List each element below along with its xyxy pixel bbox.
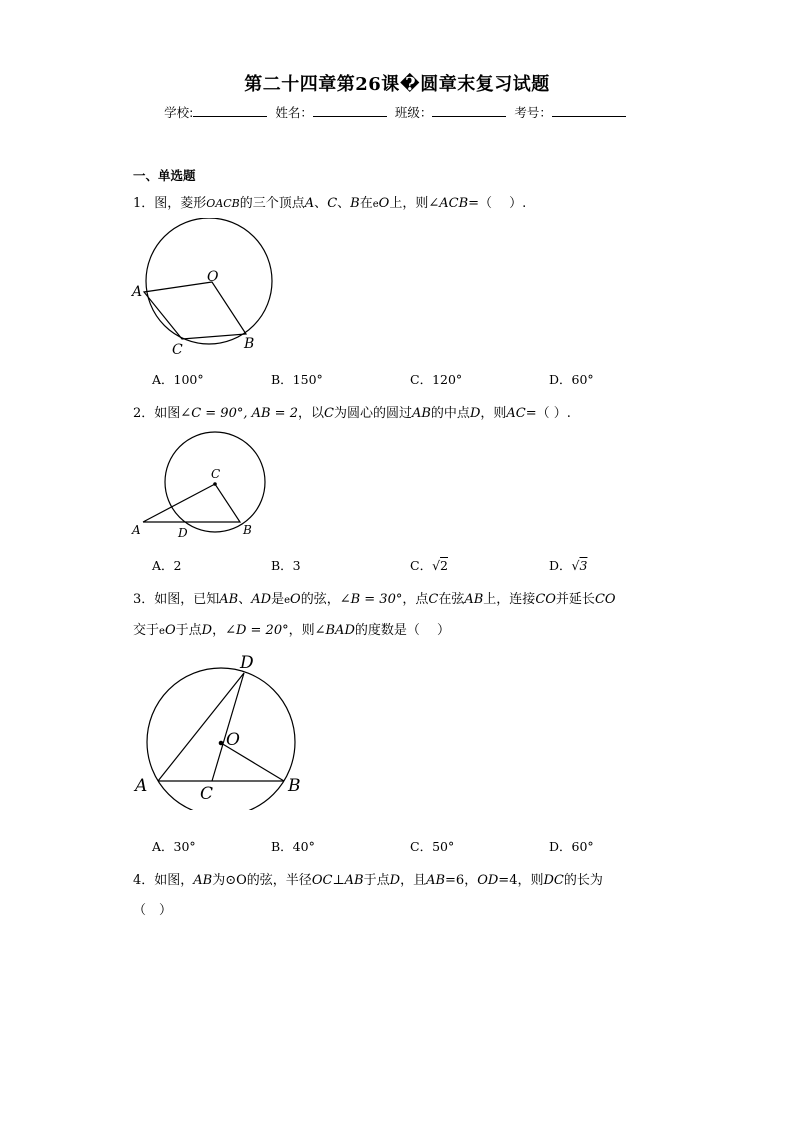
question-3-figure [130, 650, 310, 810]
question-1-stem: 1．图，菱形OACB的三个顶点A、C、B在eO上，则∠ACB=（ ）. [133, 196, 527, 211]
school-label: 学校: [164, 105, 194, 120]
q3-option-a[interactable]: A．30° [152, 839, 196, 854]
class-blank [432, 104, 506, 117]
student-info-line [0, 103, 794, 121]
q1-option-a[interactable]: A．100° [152, 372, 204, 387]
q3-circle [147, 668, 295, 810]
question-4-stem-line-2: （ ） [133, 903, 173, 918]
q1-label-a: A [132, 284, 143, 300]
q2-option-b[interactable]: B．3 [271, 558, 301, 573]
q1-rhombus [144, 282, 246, 339]
section-heading: 一、单选题 [133, 168, 196, 183]
q2-option-c[interactable]: C．√2 [410, 558, 448, 573]
sqrt-icon: √ [432, 558, 441, 573]
name-blank [313, 104, 387, 117]
q3-chord-ad [158, 673, 244, 781]
q1-option-b[interactable]: B．150° [271, 372, 323, 387]
q2-option-d[interactable]: D．√3 [549, 558, 588, 573]
q1-label-o: O [207, 269, 219, 285]
sqrt-icon: √ [571, 558, 580, 573]
q2-label-b: B [243, 523, 252, 537]
q2-center-dot [213, 482, 217, 486]
q3-option-b[interactable]: B．40° [271, 839, 315, 854]
question-2-figure [130, 430, 280, 542]
q1-label-b: B [244, 336, 255, 352]
exam-no-label: 考号： [514, 105, 552, 120]
q2-circle [165, 432, 265, 532]
q2-label-c: C [211, 467, 221, 481]
question-3-stem-line-2: 交于eO于点D，∠D = 20°，则∠BAD的度数是（ ） [133, 623, 451, 638]
school-blank [193, 104, 267, 117]
q3-option-d[interactable]: D．60° [549, 839, 594, 854]
q3-option-c[interactable]: C．50° [410, 839, 455, 854]
q2-label-d: D [178, 526, 188, 540]
question-2-stem: 2．如图∠C = 90°, AB = 2，以C为圆心的圆过AB的中点D，则AC=（ ）. [133, 406, 571, 421]
q1-option-d[interactable]: D．60° [549, 372, 594, 387]
exam-no-blank [552, 104, 626, 117]
q3-label-o: O [226, 730, 240, 750]
q3-label-b: B [288, 776, 301, 796]
q2-label-a: A [132, 523, 141, 537]
q3-label-a: A [135, 776, 148, 796]
question-3-stem-line-1: 3．如图，已知AB、AD是eO的弦，∠B = 30°，点C在弦AB上，连接CO并延长CO [133, 592, 616, 607]
q3-line-cd [212, 673, 244, 781]
q2-option-a[interactable]: A．2 [152, 558, 182, 573]
q3-center-dot [219, 741, 224, 746]
page-title: 第二十四章第26课�圆章末复习试题 [244, 74, 550, 95]
q3-label-c: C [200, 784, 214, 804]
q1-label-c: C [172, 342, 183, 358]
q3-label-d: D [240, 653, 254, 673]
q1-option-c[interactable]: C．120° [410, 372, 463, 387]
name-label: 姓名： [275, 105, 313, 120]
question-4-stem-line-1: 4．如图，AB为⊙O的弦，半径OC⊥AB于点D，且AB=6，OD=4，则DC的长为 [133, 873, 603, 888]
class-label: 班级： [394, 105, 433, 120]
q2-triangle [143, 484, 240, 522]
question-1-figure [130, 218, 280, 358]
